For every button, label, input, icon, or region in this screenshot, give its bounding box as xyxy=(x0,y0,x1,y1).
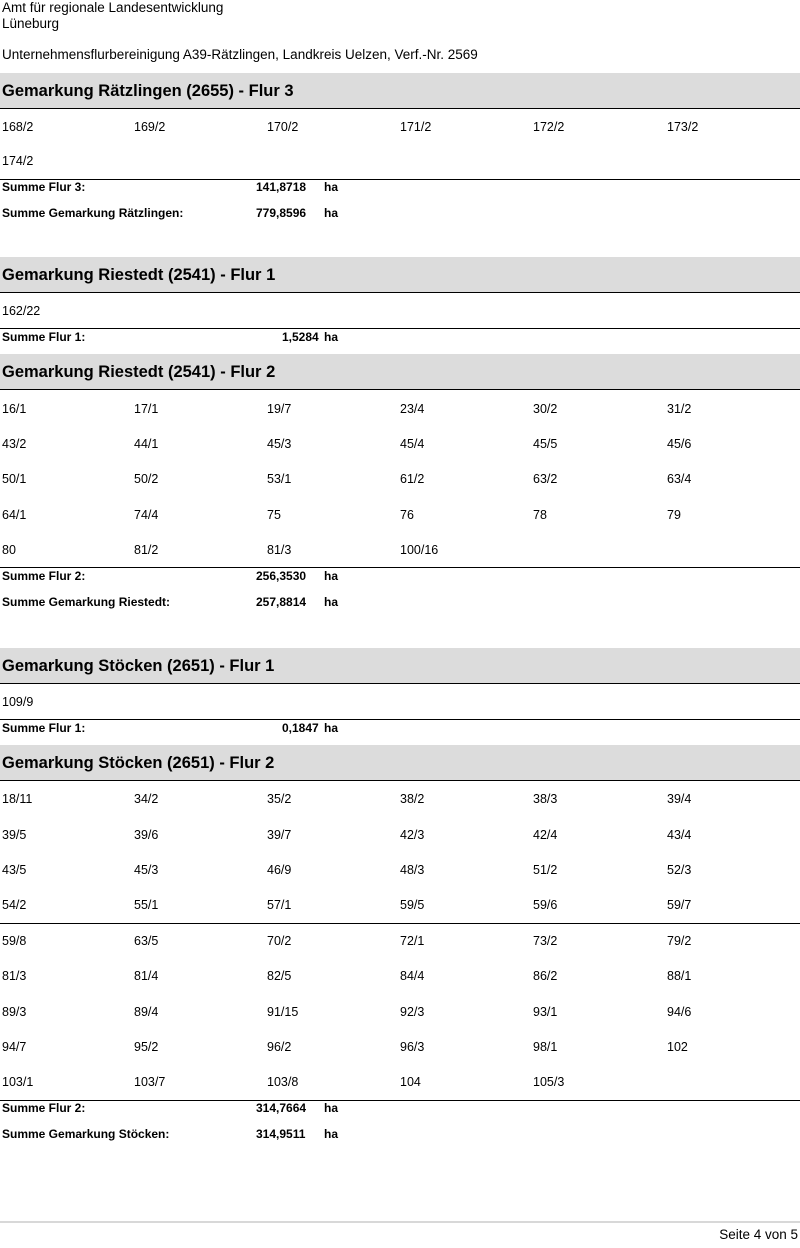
parcel-row xyxy=(0,1040,800,1060)
parcel-number: 74/4 xyxy=(134,508,159,522)
parcel-number: 35/2 xyxy=(267,792,292,806)
parcel-number: 88/1 xyxy=(667,969,692,983)
parcel-row xyxy=(0,437,800,457)
summary-area-value: 141,8718 xyxy=(256,180,307,194)
summary-label: Summe Flur 1: xyxy=(2,721,86,735)
parcel-number: 81/4 xyxy=(134,969,159,983)
summary-area-unit: ha xyxy=(324,180,339,194)
section-heading: Gemarkung Riestedt (2541) - Flur 2 xyxy=(0,354,800,390)
parcel-number: 43/4 xyxy=(667,828,692,842)
parcel-number: 43/5 xyxy=(2,863,27,877)
parcel-number: 98/1 xyxy=(533,1040,558,1054)
page-number: Seite 4 von 5 xyxy=(719,1227,798,1242)
parcel-row xyxy=(0,508,800,528)
parcel-number: 59/7 xyxy=(667,898,692,912)
parcel-number: 46/9 xyxy=(267,863,292,877)
parcel-number: 45/4 xyxy=(400,437,425,451)
parcel-number: 39/5 xyxy=(2,828,27,842)
section-heading: Gemarkung Stöcken (2651) - Flur 1 xyxy=(0,648,800,684)
parcel-number: 92/3 xyxy=(400,1005,425,1019)
summary-divider xyxy=(0,1100,800,1101)
total-area-unit: ha xyxy=(324,595,339,609)
total-area-unit: ha xyxy=(324,1127,339,1141)
parcel-number: 172/2 xyxy=(533,120,565,134)
parcel-number: 82/5 xyxy=(267,969,292,983)
summary-area-value: 314,7664 xyxy=(256,1101,307,1115)
parcel-row xyxy=(0,154,800,174)
total-label: Summe Gemarkung Stöcken: xyxy=(2,1127,170,1141)
parcel-number: 75 xyxy=(267,508,281,522)
parcel-number: 91/15 xyxy=(267,1005,299,1019)
parcel-number: 39/7 xyxy=(267,828,292,842)
summary-area-value: 1,5284 xyxy=(282,330,319,344)
parcel-number: 70/2 xyxy=(267,934,292,948)
parcel-number: 45/3 xyxy=(267,437,292,451)
authority-city: Lüneburg xyxy=(2,16,60,31)
parcel-number: 103/7 xyxy=(134,1075,166,1089)
total-area-value: 257,8814 xyxy=(256,595,307,609)
parcel-number: 38/2 xyxy=(400,792,425,806)
footer-divider xyxy=(0,1221,800,1223)
parcel-number: 19/7 xyxy=(267,402,292,416)
parcel-number: 42/4 xyxy=(533,828,558,842)
parcel-number: 78 xyxy=(533,508,547,522)
parcel-row xyxy=(0,1075,800,1095)
parcel-number: 169/2 xyxy=(134,120,166,134)
parcel-number: 73/2 xyxy=(533,934,558,948)
parcel-number: 38/3 xyxy=(533,792,558,806)
parcel-row xyxy=(0,969,800,989)
summary-label: Summe Flur 3: xyxy=(2,180,86,194)
parcel-number: 59/6 xyxy=(533,898,558,912)
parcel-number: 43/2 xyxy=(2,437,27,451)
parcel-number: 23/4 xyxy=(400,402,425,416)
parcel-number: 59/8 xyxy=(2,934,27,948)
parcel-number: 54/2 xyxy=(2,898,27,912)
parcel-number: 81/3 xyxy=(2,969,27,983)
parcel-number: 89/4 xyxy=(134,1005,159,1019)
parcel-number: 72/1 xyxy=(400,934,425,948)
parcel-number: 17/1 xyxy=(134,402,159,416)
parcel-number: 51/2 xyxy=(533,863,558,877)
parcel-number: 104 xyxy=(400,1075,421,1089)
parcel-number: 162/22 xyxy=(2,304,41,318)
parcel-number: 89/3 xyxy=(2,1005,27,1019)
parcel-row xyxy=(0,898,800,918)
parcel-number: 42/3 xyxy=(400,828,425,842)
parcel-number: 45/5 xyxy=(533,437,558,451)
parcel-number: 64/1 xyxy=(2,508,27,522)
section-heading: Gemarkung Stöcken (2651) - Flur 2 xyxy=(0,745,800,781)
summary-area-unit: ha xyxy=(324,569,339,583)
parcel-number: 30/2 xyxy=(533,402,558,416)
parcel-number: 109/9 xyxy=(2,695,34,709)
parcel-number: 45/3 xyxy=(134,863,159,877)
parcel-row xyxy=(0,304,800,324)
parcel-number: 86/2 xyxy=(533,969,558,983)
parcel-row xyxy=(0,792,800,812)
total-label: Summe Gemarkung Rätzlingen: xyxy=(2,206,184,220)
parcel-row xyxy=(0,828,800,848)
parcel-number: 59/5 xyxy=(400,898,425,912)
parcel-number: 16/1 xyxy=(2,402,27,416)
parcel-row xyxy=(0,543,800,563)
parcel-number: 52/3 xyxy=(667,863,692,877)
parcel-row xyxy=(0,1005,800,1025)
parcel-number: 63/4 xyxy=(667,472,692,486)
parcel-number: 45/6 xyxy=(667,437,692,451)
parcel-number: 76 xyxy=(400,508,414,522)
parcel-number: 63/2 xyxy=(533,472,558,486)
parcel-number: 57/1 xyxy=(267,898,292,912)
parcel-row xyxy=(0,120,800,140)
summary-divider xyxy=(0,719,800,720)
authority-name: Amt für regionale Landesentwicklung xyxy=(2,0,224,15)
summary-label: Summe Flur 1: xyxy=(2,330,86,344)
parcel-number: 84/4 xyxy=(400,969,425,983)
summary-divider xyxy=(0,179,800,180)
parcel-number: 100/16 xyxy=(400,543,439,557)
parcel-row xyxy=(0,934,800,954)
parcel-number: 48/3 xyxy=(400,863,425,877)
parcel-number: 34/2 xyxy=(134,792,159,806)
parcel-number: 80 xyxy=(2,543,16,557)
summary-area-value: 0,1847 xyxy=(282,721,319,735)
parcel-number: 94/6 xyxy=(667,1005,692,1019)
parcel-number: 50/2 xyxy=(134,472,159,486)
parcel-number: 81/3 xyxy=(267,543,292,557)
parcel-number: 39/4 xyxy=(667,792,692,806)
total-area-value: 779,8596 xyxy=(256,206,307,220)
summary-area-unit: ha xyxy=(324,721,339,735)
summary-area-value: 256,3530 xyxy=(256,569,307,583)
parcel-number: 173/2 xyxy=(667,120,699,134)
parcel-number: 102 xyxy=(667,1040,688,1054)
parcel-number: 96/3 xyxy=(400,1040,425,1054)
parcel-number: 174/2 xyxy=(2,154,34,168)
parcel-number: 171/2 xyxy=(400,120,432,134)
parcel-number: 95/2 xyxy=(134,1040,159,1054)
total-area-value: 314,9511 xyxy=(256,1127,306,1141)
row-divider xyxy=(0,923,800,924)
parcel-number: 79 xyxy=(667,508,681,522)
parcel-number: 168/2 xyxy=(2,120,34,134)
parcel-number: 170/2 xyxy=(267,120,299,134)
parcel-number: 105/3 xyxy=(533,1075,565,1089)
parcel-row xyxy=(0,472,800,492)
parcel-row xyxy=(0,402,800,422)
parcel-number: 79/2 xyxy=(667,934,692,948)
parcel-number: 96/2 xyxy=(267,1040,292,1054)
parcel-number: 53/1 xyxy=(267,472,292,486)
section-heading: Gemarkung Riestedt (2541) - Flur 1 xyxy=(0,257,800,293)
parcel-number: 81/2 xyxy=(134,543,159,557)
parcel-number: 39/6 xyxy=(134,828,159,842)
parcel-number: 44/1 xyxy=(134,437,159,451)
summary-label: Summe Flur 2: xyxy=(2,1101,86,1115)
parcel-row xyxy=(0,863,800,883)
parcel-number: 50/1 xyxy=(2,472,27,486)
section-heading: Gemarkung Rätzlingen (2655) - Flur 3 xyxy=(0,73,800,109)
summary-divider xyxy=(0,567,800,568)
parcel-number: 55/1 xyxy=(134,898,159,912)
parcel-number: 93/1 xyxy=(533,1005,558,1019)
parcel-number: 31/2 xyxy=(667,402,692,416)
summary-divider xyxy=(0,328,800,329)
summary-area-unit: ha xyxy=(324,1101,339,1115)
procedure-title: Unternehmensflurbereinigung A39-Rätzlingen, Landkreis Uelzen, Verf.-Nr. 2569 xyxy=(2,47,478,62)
parcel-number: 94/7 xyxy=(2,1040,27,1054)
total-area-unit: ha xyxy=(324,206,339,220)
parcel-number: 18/11 xyxy=(2,792,33,806)
summary-area-unit: ha xyxy=(324,330,339,344)
parcel-number: 103/8 xyxy=(267,1075,299,1089)
parcel-number: 103/1 xyxy=(2,1075,34,1089)
total-label: Summe Gemarkung Riestedt: xyxy=(2,595,171,609)
summary-label: Summe Flur 2: xyxy=(2,569,86,583)
parcel-number: 61/2 xyxy=(400,472,425,486)
parcel-row xyxy=(0,695,800,715)
parcel-number: 63/5 xyxy=(134,934,159,948)
